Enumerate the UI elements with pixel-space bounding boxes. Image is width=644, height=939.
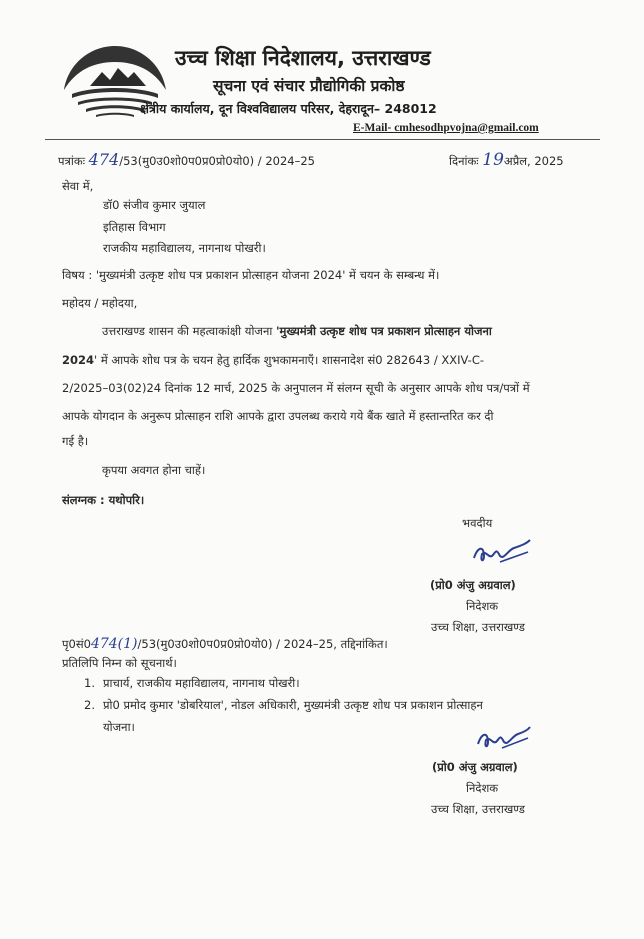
email-address: E-Mail- cmhesodhpvojna@gmail.com [353,122,539,134]
copy-reference-line [62,636,388,652]
header-divider [45,139,600,140]
body-line-1 [102,324,492,339]
copy-item-1-text: प्राचार्य, राजकीय महाविद्यालय, नागनाथ पोखरी। [103,676,300,690]
recipient-department: इतिहास विभाग [103,220,166,234]
body-line-2-text: ' में आपके शोध पत्र के चयन हेतु हार्दिक शुभकामनाएँ। शासनादेश सं0 282643 / XXIV-C- [94,353,485,367]
signatory-office-2: उच्च शिक्षा, उत्तराखण्ड [431,802,525,816]
directorate-title: उच्च शिक्षा निदेशालय, उत्तराखण्ड [175,46,431,70]
copy-item-2-text-cont: योजना। [103,720,135,734]
recipient-seva: सेवा में, [62,179,94,193]
signature-icon [474,724,532,754]
copy-item-2-text: प्रो0 प्रमोद कुमार 'डोबरियाल', नोडल अधिकारी, मुख्यमंत्री उत्कृष्ट शोध पत्र प्रकाशन प्रोत्साहन [103,698,483,712]
reference-handwritten-number: 474 [88,150,120,169]
scheme-name: 'मुख्यमंत्री उत्कृष्ट शोध पत्र प्रकाशन प्रोत्साहन योजना [275,324,492,338]
regards-text: भवदीय [462,516,493,530]
date-line [449,150,564,170]
copy-to-line: प्रतिलिपि निम्न को सूचनार्थ। [62,656,177,670]
signatory-designation-2: निदेशक [466,781,499,795]
enclosure-line: संलग्नक : यथोपरि। [62,493,145,507]
recipient-college: राजकीय महाविद्यालय, नागनाथ पोखरी। [103,241,266,255]
request-line: कृपया अवगत होना चाहें। [102,463,206,477]
copy-item-1-number: 1. [84,676,95,690]
body-line-2 [62,353,484,368]
reference-number: /53(मु0उ0शो0प0प्र0प्रो0यो0) / 2024–25 [119,154,315,168]
signatory-designation: निदेशक [466,599,499,613]
copy-reference-handwritten: 474(1) [90,636,138,652]
signatory-name-2: (प्रो0 अंजु अग्रवाल) [432,760,518,774]
body-line-3: 2/2025–03(02)24 दिनांक 12 मार्च, 2025 के अनुपालन में संलग्न सूची के अनुसार आपके शोध पत्र/पत्रों में [62,381,530,395]
signatory-office: उच्च शिक्षा, उत्तराखण्ड [431,620,525,634]
copy-reference-rest: /53(मु0उ0शो0प0प्र0प्रो0यो0) / 2024–25, तद्दिनांकित। [137,637,388,651]
copy-reference-prefix: पृ0सं0 [62,637,91,651]
body-line-5: गई है। [62,434,89,448]
reference-line [58,150,315,169]
copy-item-2-number: 2. [84,698,95,712]
cell-subtitle: सूचना एवं संचार प्रौद्योगिकी प्रकोष्ठ [213,77,405,95]
reference-label: पत्रांकः [58,154,86,168]
body-line-4: आपके योगदान के अनुरूप प्रोत्साहन राशि आपके द्वारा उपलब्ध कराये गये बैंक खाते में हस्तान्तरित कर दी [62,409,494,423]
office-address: क्षेत्रीय कार्यालय, दून विश्वविद्यालय परिसर, देहरादून– 248012 [140,101,437,116]
date-month-year: अप्रैल, 2025 [503,154,564,168]
body-line-1-text: उत्तराखण्ड शासन की महत्वाकांक्षी योजना [102,324,276,338]
signatory-name: (प्रो0 अंजु अग्रवाल) [430,578,516,592]
recipient-name: डॉ0 संजीव कुमार जुयाल [103,198,206,212]
signature-icon [470,536,532,568]
date-handwritten-day: 19 [482,150,504,170]
subject-line: विषय : 'मुख्यमंत्री उत्कृष्ट शोध पत्र प्रकाशन प्रोत्साहन योजना 2024' में चयन के सम्बन्ध में। [62,268,440,282]
scheme-year: 2024 [62,353,95,367]
date-label: दिनांकः [449,154,479,168]
salutation: महोदय / महोदया, [62,296,138,310]
